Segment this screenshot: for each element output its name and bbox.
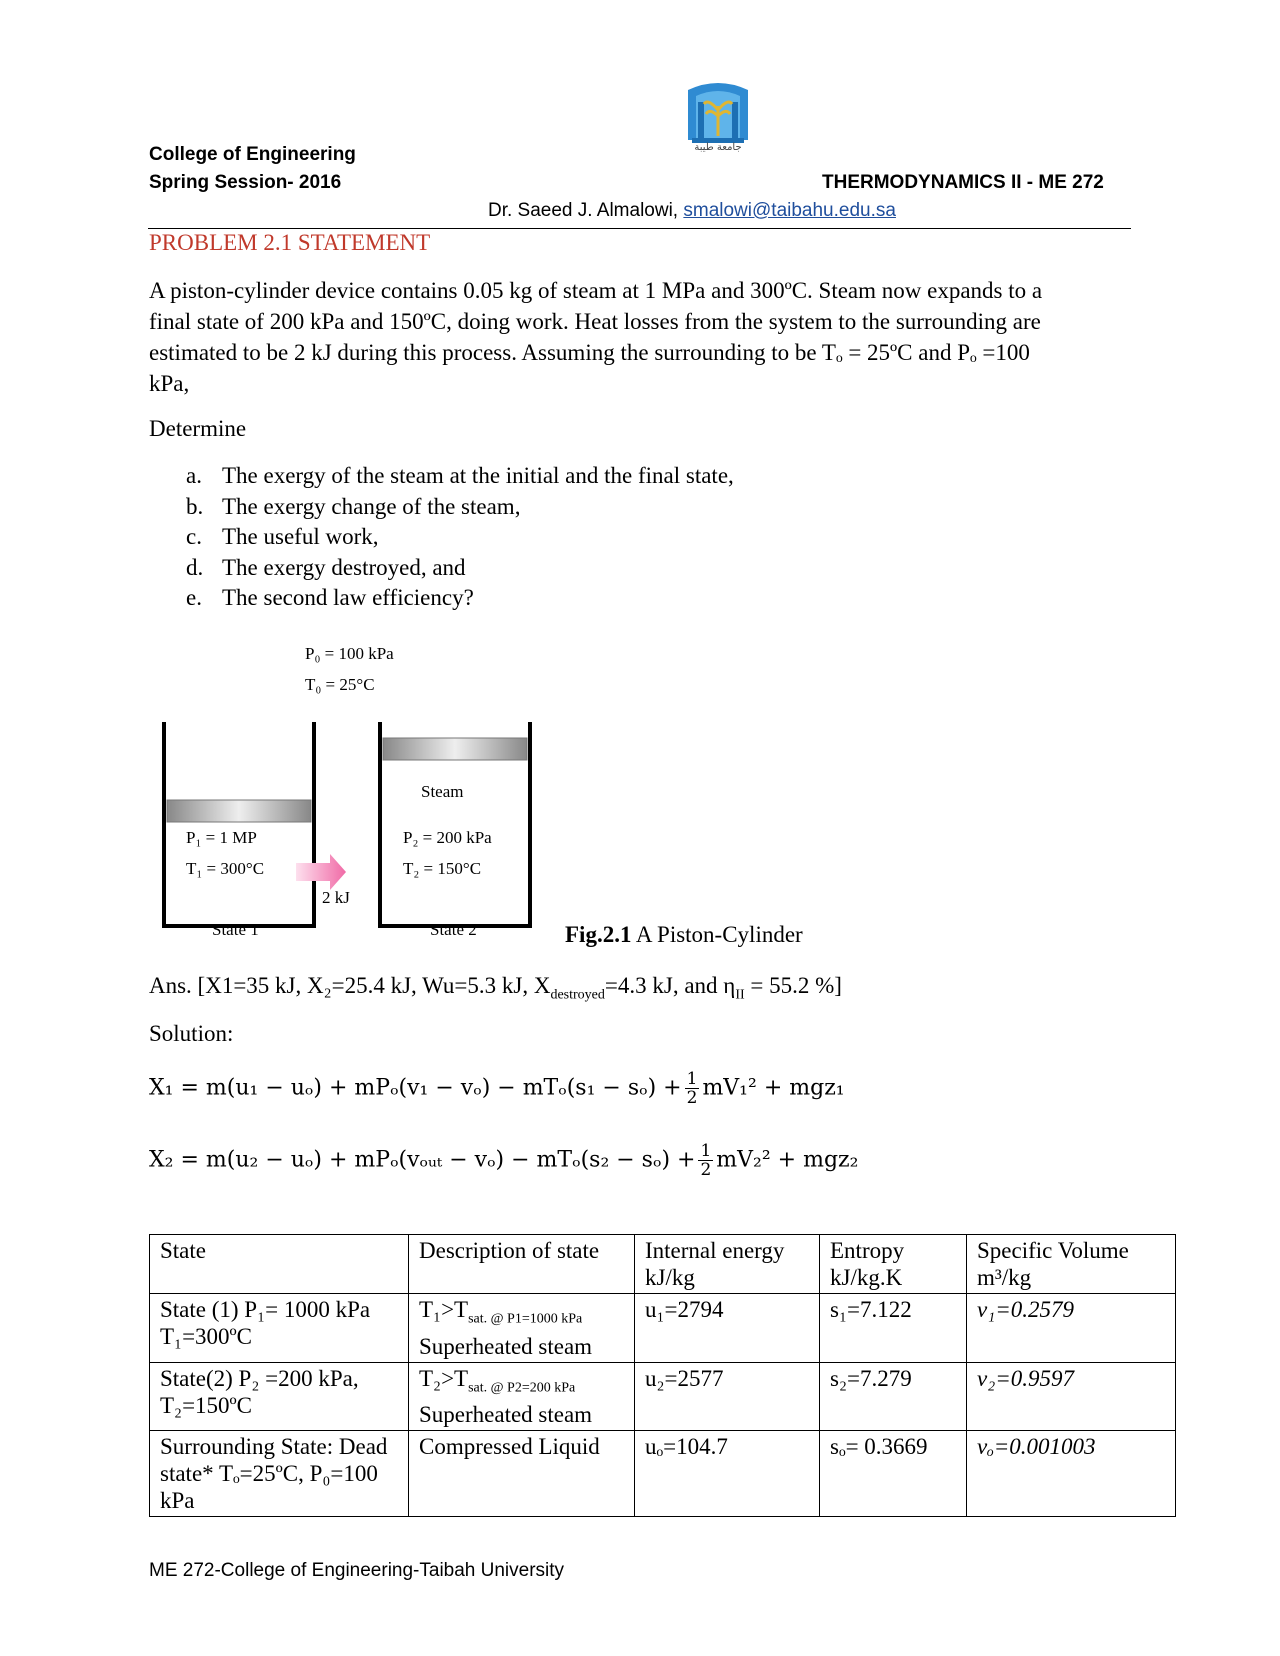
- fraction-denominator: 2: [700, 1160, 712, 1180]
- course-name: THERMODYNAMICS II - ME 272: [822, 172, 1104, 193]
- state1-temperature: T₁ = 300°C: [186, 859, 265, 878]
- table-header-row: [150, 1235, 1176, 1294]
- header-cell: Entropy kJ/kg.K: [820, 1235, 967, 1294]
- desc-line2: Superheated steam: [419, 1402, 593, 1428]
- piston-cylinder-figure: [150, 640, 570, 940]
- answer-part-3: = 55.2 %]: [744, 973, 842, 998]
- problem-statement: [149, 275, 1139, 399]
- eq2-right: mV₂² + mgz₂: [716, 1147, 859, 1173]
- item-text: The useful work,: [222, 524, 379, 549]
- header-cell: Internal energy kJ/kg: [635, 1235, 820, 1294]
- desc-main: T₁>T: [419, 1297, 469, 1322]
- item-label: d.: [186, 554, 204, 580]
- desc-sub: sat. @ P1=1000 kPa: [468, 1311, 583, 1327]
- instructor-line: [488, 200, 896, 222]
- answer-sub-destroyed: destroyed: [550, 987, 605, 1003]
- specific-volume-cell: vₒ=0.001003: [967, 1431, 1176, 1517]
- list-item: [186, 583, 734, 614]
- table-row: [150, 1431, 1176, 1517]
- figure-caption-label: Fig.2.1: [565, 922, 632, 947]
- table-row: [150, 1294, 1176, 1363]
- eq1-right: mV₁² + mgz₁: [702, 1075, 845, 1101]
- answer-sub-eta: II: [735, 987, 745, 1003]
- item-label: b.: [186, 493, 204, 519]
- college-name: College of Engineering: [149, 144, 356, 165]
- piston-1: [167, 800, 311, 822]
- heat-loss-label: 2 kJ: [322, 888, 350, 907]
- description-cell: [409, 1362, 635, 1431]
- ambient-temperature: T₀ = 25°C: [305, 675, 375, 694]
- state2-temperature: T₂ = 150°C: [403, 859, 482, 878]
- question-list: [186, 461, 734, 614]
- instructor-name: Dr. Saeed J. Almalowi,: [488, 200, 679, 221]
- state-cell: State(2) P₂ =200 kPa, T₂=150ºC: [150, 1362, 409, 1431]
- internal-energy-cell: u₂=2577: [635, 1362, 820, 1431]
- problem-title: PROBLEM 2.1 STATEMENT: [149, 230, 431, 255]
- figure-caption-text: A Piston-Cylinder: [631, 922, 803, 947]
- session-name: Spring Session- 2016: [149, 172, 342, 193]
- internal-energy-cell: uₒ=104.7: [635, 1431, 820, 1517]
- fraction-denominator: 2: [686, 1088, 698, 1108]
- determine-label: Determine: [149, 416, 247, 441]
- description-cell: [409, 1431, 635, 1517]
- cylinder-1-wall: [164, 722, 314, 926]
- entropy-cell: s₂=7.279: [820, 1362, 967, 1431]
- university-logo: [668, 80, 768, 162]
- header-rule: [148, 228, 1131, 229]
- equation-x1: [149, 1070, 845, 1107]
- specific-volume-cell: v₂=0.9597: [967, 1362, 1176, 1431]
- item-text: The exergy destroyed, and: [222, 554, 466, 580]
- state2-pressure: P₂ = 200 kPa: [403, 828, 492, 847]
- desc-main: Compressed Liquid: [419, 1434, 600, 1460]
- answer-line: [149, 973, 842, 1004]
- ambient-pressure: P₀ = 100 kPa: [305, 644, 394, 663]
- desc-line2: Superheated steam: [419, 1333, 593, 1359]
- entropy-cell: s₁=7.122: [820, 1294, 967, 1363]
- cylinder-drawing: [150, 640, 570, 940]
- answer-part-1: Ans. [X1=35 kJ, X₂=25.4 kJ, Wu=5.3 kJ, X: [149, 973, 551, 998]
- state-cell: Surrounding State: Dead state* Tₒ=25ºC, P₀=100 kPa: [150, 1431, 409, 1517]
- logo-text: جامعة طيبة: [694, 142, 742, 153]
- statement-line: estimated to be 2 kJ during this process. Assuming the surrounding to be Tₒ = 25ºC and Pₒ =100: [149, 340, 1030, 365]
- figure-caption: [565, 922, 803, 948]
- instructor-email-link[interactable]: smalowi@taibahu.edu.sa: [683, 200, 896, 221]
- item-label: e.: [186, 585, 202, 610]
- item-label: c.: [186, 524, 202, 549]
- steam-label: Steam: [421, 782, 464, 801]
- header-cell: Description of state: [409, 1235, 635, 1294]
- statement-line: kPa,: [149, 371, 190, 396]
- heat-arrow-icon: [296, 854, 346, 890]
- list-item: [186, 553, 734, 584]
- header-cell: State: [150, 1235, 409, 1294]
- state2-caption: State 2: [430, 920, 477, 939]
- equation-x2: [149, 1142, 858, 1179]
- property-table: [149, 1234, 1176, 1517]
- fraction-numerator: 1: [700, 1141, 712, 1161]
- description-cell: [409, 1294, 635, 1363]
- list-item: [186, 492, 734, 523]
- item-text: The exergy of the steam at the initial and the final state,: [222, 463, 734, 488]
- page-footer: ME 272-College of Engineering-Taibah University: [149, 1560, 565, 1581]
- solution-label: Solution:: [149, 1021, 234, 1046]
- state-cell: State (1) P₁= 1000 kPa T₁=300ºC: [150, 1294, 409, 1363]
- fraction-numerator: 1: [686, 1069, 698, 1089]
- desc-main: T₂>T: [419, 1365, 469, 1391]
- entropy-cell: sₒ= 0.3669: [820, 1431, 967, 1517]
- header-cell: Specific Volume m³/kg: [967, 1235, 1176, 1294]
- list-item: [186, 461, 734, 492]
- half-fraction: [698, 1142, 713, 1179]
- state1-caption: State 1: [212, 920, 259, 939]
- state1-pressure: P₁ = 1 MP: [186, 828, 257, 847]
- desc-sub: sat. @ P2=200 kPa: [468, 1380, 576, 1396]
- answer-part-2: =4.3 kJ, and η: [604, 973, 736, 998]
- internal-energy-cell: u₁=2794: [635, 1294, 820, 1363]
- item-text: The second law efficiency?: [222, 585, 474, 610]
- half-fraction: [685, 1070, 700, 1107]
- item-text: The exergy change of the steam,: [222, 493, 521, 519]
- statement-line: A piston-cylinder device contains 0.05 kg of steam at 1 MPa and 300ºC. Steam now expands to a: [149, 278, 1043, 303]
- item-label: a.: [186, 463, 202, 488]
- list-item: [186, 522, 734, 553]
- statement-line: final state of 200 kPa and 150ºC, doing work. Heat losses from the system to the surrounding are: [149, 309, 1041, 334]
- eq2-left: X₂ = m(u₂ − uₒ) + mPₒ(vₒᵤₜ − vₒ) − mTₒ(s₂ − sₒ) +: [149, 1147, 696, 1173]
- eq1-left: X₁ = m(u₁ − uₒ) + mPₒ(v₁ − vₒ) − mTₒ(s₁ − sₒ) +: [149, 1075, 682, 1101]
- piston-2: [383, 738, 527, 760]
- specific-volume-cell: v₁=0.2579: [967, 1294, 1176, 1363]
- table-row: [150, 1362, 1176, 1431]
